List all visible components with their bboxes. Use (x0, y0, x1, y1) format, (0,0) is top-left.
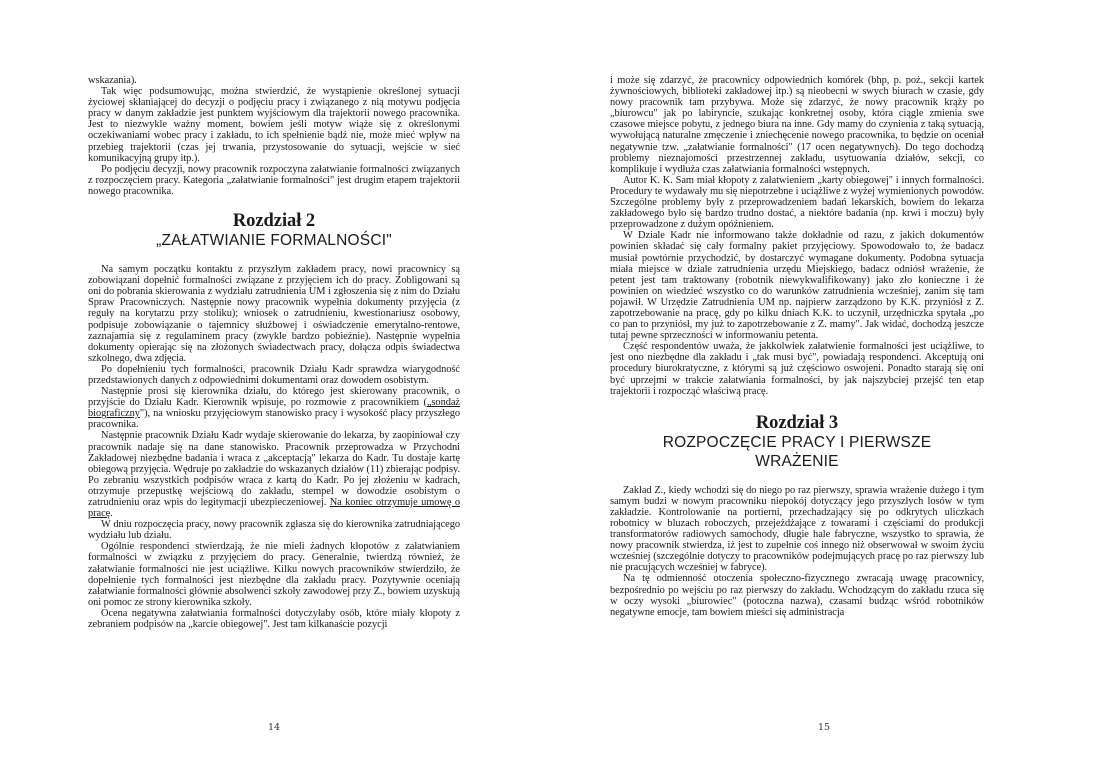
chapter-title-line-2: WRAŻENIE (755, 452, 839, 470)
paragraph: Ogólnie respondenci stwierdzają, że nie mieli żadnych kłopotów z załatwianiem formalności w związku z przyjęciem do pracy. Generalnie, twierdzą również, że załatwianie formalności nie jest uciążliwe. Kilku nowych pracowników stwierdziło, że dopełnienie tych formalności jest niezbędne dla zakładu pracy. Pozytywnie oceniają załatwianie formalności głównie absolwenci szkoły zawodowej przy Z., bowiem uzyskują oni pomoc ze strony kierownika szkoły. (88, 541, 460, 608)
text: Następnie pracownik Działu Kadr wydaje skierowanie do lekarza, by zaopiniował czy pracownik nadaje się na dane stanowisko. Pracownik przeprowadza w Przychodni Zakładowej niezbędne badania i wraca z „akceptacją" lekarza do Kadr. Tu dostaje kartę obiegową przyjęcia. Wędruje po zakładzie do wskazanych działów (11) zbierając podpisy. Po zebraniu wszystkich podpisów wraca z kartą do Kadr. Po jej złożeniu w kadrach, otrzymuje przepustkę wejściową do zakładu, stempel w dowodzie osobistym o zatrudnieniu oraz wpis do legitymacji ubezpieczeniowej. (88, 430, 460, 508)
chapter-number: Rozdział 3 (755, 412, 839, 433)
text: Następnie prosi się kierownika działu, do którego jest skierowany pracownik, o przyjście do Działu Kadr. Kierownik wpisuje, po rozmowie z pracownikiem ( (88, 386, 460, 409)
paragraph: Zakład Z., kiedy wchodzi się do niego po raz pierwszy, sprawia wrażenie dużego i tym samym budzi w nowym pracowniku niepokój dotyczący jego przyszłych losów w tym zakładzie. Kontrolowanie na portierni, przechadzający się po odkrytych uliczkach robotnicy w bluzach roboczych, przejeżdżające z towarami i częściami do produkcji transformatorów radiowych samochody, długie hale fabryczne, wszystko to sprawia, że nowy pracownik stwierdza, iż jest to zupełnie coś innego niż obserwował w swoim życiu wcześniej (szczególnie dotyczy to pracowników podejmujących pracę po raz pierwszy lub nie pracujących wcześniej w fabryce). (610, 484, 984, 574)
right-text-column (610, 75, 984, 618)
left-text-column (88, 75, 460, 630)
paragraph: Na samym początku kontaktu z przyszłym zakładem pracy, nowi pracownicy są zobowiązani dopełnić formalności związane z przyjęciem ich do pracy. Zobligowani są oni do pobrania skierowania z wydziału zatrudnienia UM i zgłoszenia się z nim do Działu Spraw Pracowniczych. Następnie nowy pracownik wypełnia dokumenty przyjęcia (z reguły na korytarzu przy stoliku); wniosek o zatrudnieniu, kwestionariusz osobowy, podpisuje zobowiązanie o tajemnicy służbowej i oświadczenie emerytalno-rentowe, zaznajamia się z regulaminem pracy (zwykle bardzo pobieżnie). Następnie wypełnia dokumenty opierając się na złożonych świadectwach pracy, dołącza odpis świadectwa szkolnego, dwa zdjęcia. (88, 264, 460, 364)
chapter-heading (610, 413, 984, 471)
paragraph: i może się zdarzyć, że pracownicy odpowiednich komórek (bhp, p. poż., sekcji kartek żywnościowych, biblioteki zakładowej itp.) są nieobecni w swych biurach w czasie, gdy nowy pracownik tam przybywa. Może się zdarzyć, że nowy pracownik krąży po „biurowcu" jak po labiryncie, szukając konkretnej osoby, która ciągle zmienia swe czasowe miejsce pobytu, z jednego biura na inne. Gdy mamy do czynienia z taką sytuacją, wywołującą naturalne zmęczenie i zniechęcenie nowego pracownika, to będzie on oceniał negatywnie tzw. „załatwianie formalności" (17 ocen negatywnych). Do tego dochodzą problemy nieznajomości przestrzennej zakładu, usytuowania działów, sekcji, co komplikuje i wydłuża czas załatwiania formalności wstępnych. (610, 75, 984, 175)
chapter-number: Rozdział 2 (232, 211, 316, 232)
underlined-text: „sondaż biograficzny (88, 397, 460, 420)
paragraph: Po podjęciu decyzji, nowy pracownik rozpoczyna załatwianie formalności związanych z rozpoczęciem pracy. Kategoria „załatwianie formalności" jest drugim etapem trajektorii nowego pracownika. (88, 163, 460, 197)
text: "), na wniosku przyjęciowym stanowisko pracy i wysokość płacy przyszłego pracownika. (88, 408, 460, 431)
text: . (110, 508, 113, 520)
paragraph: Na tę odmienność otoczenia społeczno-fizycznego zwracają uwagę pracownicy, bezpośrednio po wejściu po raz pierwszy do zakładu. Wchodzącym do zakładu rzuca się w oczy wysoki „biurowiec" (potoczna nazwa), czasami budząc wśród robotników negatywne emocje, tam bowiem mieści się administracja (610, 573, 984, 618)
paragraph: Po dopełnieniu tych formalności, pracownik Działu Kadr sprawdza wiarygodność przedstawionych danych z odpowiednimi dokumentami oraz dowodem osobistym. (88, 363, 460, 386)
paragraph: W dniu rozpoczęcia pracy, nowy pracownik zgłasza się do kierownika zatrudniającego wydziału lub działu. (88, 519, 460, 542)
chapter-heading (88, 211, 460, 250)
paragraph (88, 430, 460, 519)
paragraph (88, 386, 460, 430)
paragraph: Autor K. K. Sam miał kłopoty z załatwieniem „karty obiegowej" i innych formalności. Procedury te wydawały mu się niepotrzebne i uciążliwe z wyżej wymienionych powodów. Szczególne problemy były z przeprowadzeniem badań lekarskich, bowiem do lekarza zakładowego było się bardzo trudno dostać, a niektóre badania (np. krwi i moczu) były przeprowadzone z dużym opóźnieniem. (610, 174, 984, 231)
paragraph: Ocena negatywna załatwiania formalności dotyczyłaby osób, które miały kłopoty z zebraniem podpisów na „karcie obiegowej". Jest tam kilkanaście pozycji (88, 607, 460, 631)
page-number: 14 (268, 722, 281, 733)
chapter-title: „ZAŁATWIANIE FORMALNOŚCI" (156, 232, 392, 250)
paragraph: wskazania). (88, 75, 137, 86)
page-number: 15 (818, 722, 831, 733)
paragraph: W Dziale Kadr nie informowano także dokładnie od razu, z jakich dokumentów powinien składać się cały formalny pakiet przyjęciowy. Spowodowało to, że badacz musiał powtórnie przychodzić, by dostarczyć wymagane dokumenty. Podobna sytuacja miała miejsce w dziale zatrudnienia urzędu Miejskiego, badacz odniósł wrażenie, że petent jest tam traktowany (robotnik niewykwalifikowany) jako zło konieczne i że powinien on wiedzieć wszystko co do warunków zatrudnienia wcześniej, zanim się tam pojawił. W Urzędzie Zatrudnienia UM np. najpierw zarządzono by K.K. przyniósł z Z. zapotrzebowanie na pracę, gdy po kilku dniach K.K. to uczynił, urzędniczka spytała „po co pan to przyniósł, my już to zapotrzebowanie z Z. mamy". Jak widać, dochodzą jeszcze tutaj pewne sprzeczności w informowaniu petenta. (610, 230, 984, 342)
underlined-text: Na koniec otrzymuje umowę o pracę (88, 497, 461, 520)
paragraph: Tak więc podsumowując, można stwierdzić, że wystąpienie określonej sytuacji życiowej skłaniającej do decyzji o podjęciu pracy i związanego z nią motywu podjęcia pracy w danym zakładzie jest punktem wyjściowym dla trajektorii nowego pracownika. Jest to niezwykle ważny moment, bowiem jeśli motyw wiąże się z określonymi oczekiwaniami wobec pracy i zakładu, to ich spełnienie bądź nie, może mieć wpływ na przebieg trajektorii (czas jej trwania, przystosowanie do sytuacji, wejście w sieć komunikacyjną grupy itp.). (88, 86, 460, 164)
chapter-title-line-1: ROZPOCZĘCIE PRACY I PIERWSZE (662, 433, 932, 451)
paragraph: Część respondentów uważa, że jakkolwiek załatwienie formalności jest uciążliwe, to jest ono niezbędne dla zakładu i „tak musi być", powiadają respondenci. Akceptują oni procedury biurokratyczne, z którymi są już częściowo oswojeni. Ponadto starają się oni być uprzejmi w trakcie załatwiania formalności, by jak najszybciej przejść ten etap trajektorii i rozpocząć właściwą pracę. (610, 341, 984, 397)
right-page (550, 0, 1100, 778)
